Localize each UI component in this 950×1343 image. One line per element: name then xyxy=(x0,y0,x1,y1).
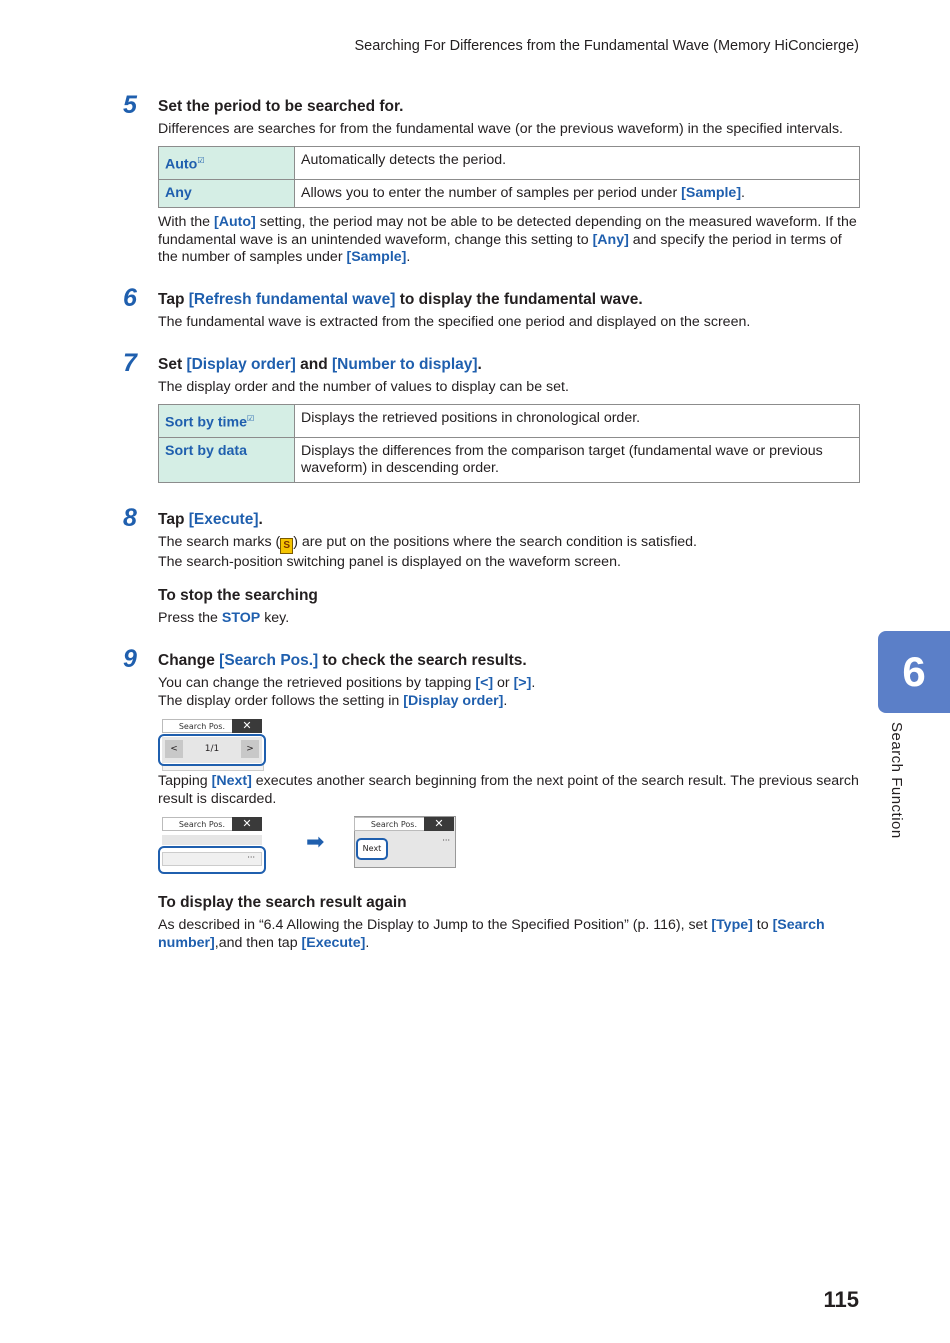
option-key-any: Any xyxy=(159,179,295,207)
step-7-title: Set [Display order] and [Number to display]. xyxy=(158,356,482,373)
prev-button[interactable]: < xyxy=(165,740,183,758)
step-5-intro: Differences are searches for from the fundamental wave (or the previous waveform) in the specified intervals. xyxy=(158,121,843,137)
display-again-body: As described in “6.4 Allowing the Display to Jump to the Specified Position” (p. 116), set [Type] to [Search number],and then tap [Execute]. xyxy=(158,917,825,951)
search-pos-panel-before xyxy=(158,816,266,874)
step-6-body: The fundamental wave is extracted from the specified one period and displayed on the screen. xyxy=(158,314,751,330)
step-number-5: 5 xyxy=(123,91,137,119)
more-options-icon[interactable]: ··· xyxy=(162,852,262,866)
close-icon[interactable]: ✕ xyxy=(232,817,262,831)
option-desc-any: Allows you to enter the number of samples per period under [Sample]. xyxy=(295,179,860,207)
stop-searching-body: Press the STOP key. xyxy=(158,610,290,626)
highlight-frame xyxy=(158,734,266,766)
running-header: Searching For Differences from the Fundamental Wave (Memory HiConcierge) xyxy=(354,38,859,54)
panel-body xyxy=(162,835,262,845)
step-5-note: With the [Auto] setting, the period may not be able to be detected depending on the measured waveform. If the fundamental wave is an unintended waveform, change this setting to [Any] and specify the period in terms of the number of samples under [Sample]. xyxy=(158,214,857,265)
search-pos-panel-after xyxy=(354,816,456,868)
next-button[interactable]: Next xyxy=(356,838,388,860)
table-row xyxy=(159,179,860,207)
next-description: Tapping [Next] executes another search beginning from the next point of the search result. The previous search result is discarded. xyxy=(158,773,859,807)
more-options-icon[interactable]: ··· xyxy=(442,836,450,845)
arrow-right-icon: ➡ xyxy=(306,829,325,854)
period-options-table xyxy=(158,146,860,208)
panel-title: Search Pos. xyxy=(162,719,262,733)
table-row xyxy=(159,147,860,180)
step-number-8: 8 xyxy=(123,504,137,532)
display-again-heading: To display the search result again xyxy=(158,894,407,911)
page-number: 115 xyxy=(823,1287,859,1312)
close-icon[interactable]: ✕ xyxy=(232,719,262,733)
display-order-table xyxy=(158,404,860,483)
highlight-frame xyxy=(158,846,266,874)
stop-searching-heading: To stop the searching xyxy=(158,587,318,604)
chapter-title: Search Function xyxy=(888,722,905,839)
step-number-9: 9 xyxy=(123,645,137,673)
step-7-body: The display order and the number of values to display can be set. xyxy=(158,379,569,395)
option-key-sort-by-data: Sort by data xyxy=(159,437,295,482)
option-desc-sort-by-data: Displays the differences from the comparison target (fundamental wave or previous waveform) in descending order. xyxy=(295,437,860,482)
panel-title: Search Pos. xyxy=(354,817,454,831)
option-key-sort-by-time: Sort by time☑ xyxy=(159,405,295,438)
position-counter: 1/1 xyxy=(204,744,220,754)
table-row xyxy=(159,405,860,438)
step-number-6: 6 xyxy=(123,284,137,312)
close-icon[interactable]: ✕ xyxy=(424,817,454,831)
option-desc-auto: Automatically detects the period. xyxy=(295,147,860,180)
panel-title: Search Pos. xyxy=(162,817,262,831)
table-row xyxy=(159,437,860,482)
step-6-title: Tap [Refresh fundamental wave] to display the fundamental wave. xyxy=(158,291,643,308)
step-9-body: You can change the retrieved positions by tapping [<] or [>]. The display order follows the setting in [Display order]. xyxy=(158,675,536,709)
search-mark-icon: S xyxy=(280,538,293,554)
step-8-body: The search marks ( S ) are put on the positions where the search condition is satisfied. The search-position switching panel is displayed on the waveform screen. xyxy=(158,534,697,570)
option-key-auto: Auto☑ xyxy=(159,147,295,180)
step-5-title: Set the period to be searched for. xyxy=(158,98,404,115)
step-9-title: Change [Search Pos.] to check the search results. xyxy=(158,652,527,669)
step-8-title: Tap [Execute]. xyxy=(158,511,263,528)
step-number-7: 7 xyxy=(123,349,137,377)
chapter-tab: 6 xyxy=(878,631,950,713)
option-desc-sort-by-time: Displays the retrieved positions in chronological order. xyxy=(295,405,860,438)
search-pos-panel xyxy=(158,718,266,772)
next-position-button[interactable]: > xyxy=(241,740,259,758)
